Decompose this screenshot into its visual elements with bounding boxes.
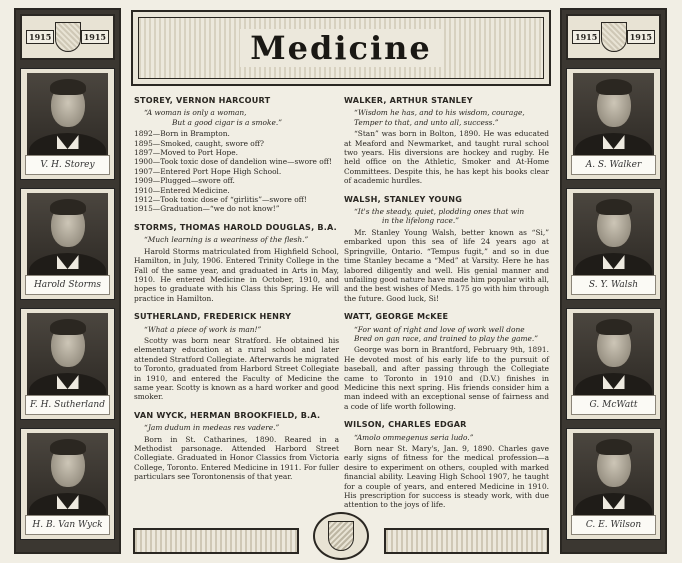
entry-quote: But a good cigar is a smoke.” [172,117,282,127]
entry-quote: “Jam dudum in medeas res vadere.” [144,423,280,433]
entry-quote: “Amolo ommegenus seria ludo.” [354,432,474,442]
portrait-wilson [566,428,661,540]
entry-name: VAN WYCK, HERMAN BROOKFIELD, B.A. [134,409,321,420]
entry-name: STORMS, THOMAS HAROLD DOUGLAS, B.A. [134,221,337,232]
entry-body: Scotty was born near Stratford. He obtained his elementary education at a rural school and later attended Stratford Collegiate. Afterwards he migrated to Toronto, graduated from Harbord Street Collegiate in 1910, and entered the Faculty of Medicine the same year. Scotty is known as a hard worker and good smoker. [134,335,339,402]
photo [27,193,108,275]
entry-quote: “What a piece of work is man!” [144,324,262,334]
year-label: 1915 [572,30,600,44]
photo [573,73,654,155]
entry-quote: in the lifelong race.” [382,216,459,226]
ornament-bar-left [133,528,299,554]
timeline-line: 1892—Born in Brampton. [134,129,230,139]
entry-body: Harold Storms matriculated from Highfield School, Hamilton, in July, 1906. Entered Trinity College in the Fall of the same year, and graduated in Arts in May, 1910. He entered Medicine in October, 1910, and hopes to graduate with his Class this Spring. He will practice in Hamilton. [134,246,339,303]
title-banner [138,17,544,79]
entry-body: “Stan” was born in Bolton, 1890. He was educated at Meaford and Newmarket, and taught rural school two years. His diversions are hockey and rugby. He held office on the Athletic, Smoker and At-Home Committees. Despite this, he has kept his books clear of academic hurdles. [344,129,549,186]
entry-body: George was born in Brantford, February 9th, 1891. He devoted most of his early life to the pursuit of baseball, and after passing through the Collegiate came to Toronto in 1910 and (D.V.) finishes in Medicine this next spring. His friends consider him a man indeed with an exceptional sense of fairness and a code of life worth following. [344,345,549,411]
year-label: 1915 [627,30,655,44]
portrait-sutherland [20,308,115,420]
entry-body: Mr. Stanley Young Walsh, better known as “Si,” embarked upon this sea of life 24 years ago at Springville, Ontario. “Tempus fugit,” and so in due time Stanley became a “Med” at Varsity. Here he has labored diligently and well. His genial manner and unfailing good nature have made him popular with all, and the best wishes of Meds. 175 go with him through the future. Good luck, Si! [344,227,549,303]
photo [27,313,108,395]
title-panel [131,10,551,86]
entry-timeline [134,129,339,214]
crest-icon [601,22,627,52]
class-year-band-right [566,14,661,60]
page-title: Medicine [240,29,442,67]
portrait-walker [566,68,661,180]
seal-shield-icon [328,521,354,551]
entry-watt [344,312,549,411]
entry-name: SUTHERLAND, FREDERICK HENRY [134,311,292,322]
entry-body: Born in St. Catharines, 1890. Reared in a Methodist parsonage. Attended Harbord Street Collegiate. Graduated in Honor Classics from Victoria College, Toronto. Entered Medicine in 1911. For fuller particulars see Torontonensis of that year. [134,434,339,482]
entry-vanwyck [134,411,339,482]
portrait-watt [566,308,661,420]
timeline-line: 1912—Took toxic dose of “girlitis”—swore off! [134,195,307,205]
entry-name: WATT, GEORGE McKEE [344,311,449,322]
entry-quote: Temper to that, and unto all, success.” [354,117,499,127]
portrait-storms [20,188,115,300]
entry-quote: Bred on gan race, and trained to play the game.” [354,333,539,343]
signature-walsh: S. Y. Walsh [571,275,656,295]
university-seal-icon [313,512,369,560]
portrait-walsh [566,188,661,300]
entry-storey [134,96,339,214]
entry-storms [134,223,339,303]
photo [573,313,654,395]
portrait-vanwyck [20,428,115,540]
entry-quote: “For want of right and love of work well done [354,324,525,334]
entry-walsh [344,195,549,303]
portrait-storey [20,68,115,180]
photo [27,73,108,155]
entry-body: Born near St. Mary's, Jan. 9, 1890. Charles gave early signs of fitness for the medical profession—a desire to experiment on others, coupled with marked financial ability. Leaving High School 1907, he taught for a couple of years, and entered Medicine in 1910. His prescription for success is steady work, with due attention to the joys of life. [344,444,549,510]
timeline-line: 1915—Graduation—“we do not know!” [134,204,280,214]
signature-storms: Harold Storms [25,275,110,295]
text-column-right [344,96,549,519]
entry-wilson [344,420,549,510]
photo [573,193,654,275]
signature-storey: V. H. Storey [25,155,110,175]
timeline-line: 1900—Took toxic dose of dandelion wine—swore off! [134,157,332,167]
signature-wilson: C. E. Wilson [571,515,656,535]
timeline-line: 1910—Entered Medicine. [134,185,230,195]
entry-quote: “Much learning is a weariness of the flesh.” [144,235,309,245]
photo [27,433,108,515]
entry-quote: “Wisdom he has, and to his wisdom, courage, [354,108,525,118]
class-year-band-left [20,14,115,60]
signature-walker: A. S. Walker [571,155,656,175]
entry-sutherland [134,312,339,402]
entry-name: WALKER, ARTHUR STANLEY [344,95,473,105]
year-label: 1915 [26,30,54,44]
entry-quote: “A woman is only a woman, [144,108,247,118]
signature-vanwyck: H. B. Van Wyck [25,515,110,535]
text-column-left [134,96,339,491]
timeline-line: 1895—Smoked, caught, swore off? [134,138,264,148]
signature-sutherland: F. H. Sutherland [25,395,110,415]
signature-watt: G. McWatt [571,395,656,415]
entry-name: STOREY, VERNON HARCOURT [134,95,271,105]
timeline-line: 1909—Plugged—swore off. [134,176,235,186]
year-label: 1915 [81,30,109,44]
entry-name: WILSON, CHARLES EDGAR [344,419,467,430]
timeline-line: 1907—Entered Port Hope High School. [134,166,282,176]
crest-icon [55,22,81,52]
timeline-line: 1897—Moved to Port Hope. [134,148,238,158]
left-portrait-column [14,8,121,554]
ornament-bar-right [384,528,549,554]
entry-name: WALSH, STANLEY YOUNG [344,193,463,204]
entry-quote: “It's the steady, quiet, plodding ones that win [354,207,525,217]
photo [573,433,654,515]
right-portrait-column [560,8,667,554]
entry-walker [344,96,549,186]
